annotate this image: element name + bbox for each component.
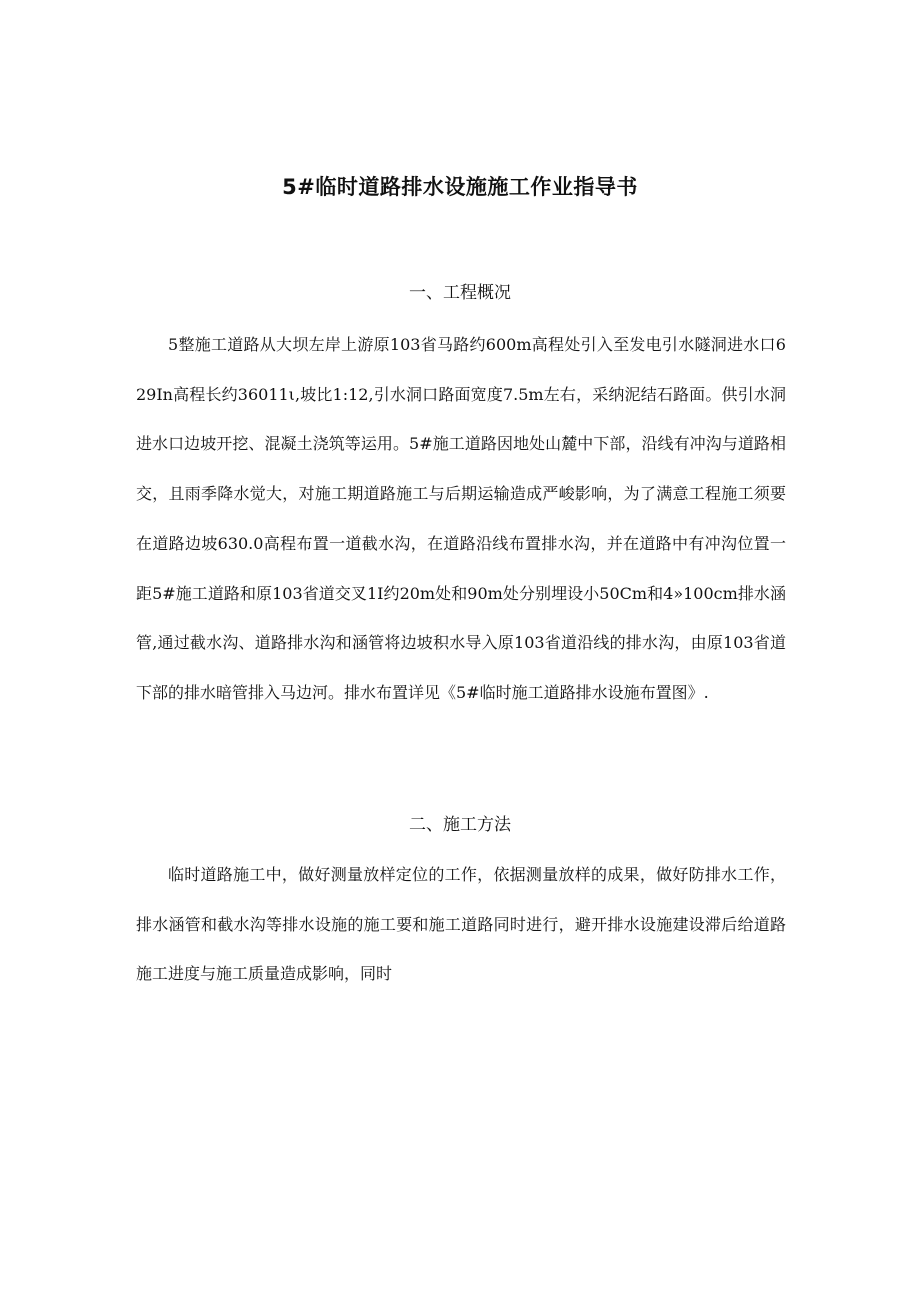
section-paragraph-method: 临时道路施工中，做好测量放样定位的工作，依据测量放样的成果，做好防排水工作，排水涵管和截水沟等排水设施的施工要和施工道路同时进行，避开排水设施建设滞后给道路施工进度与施工质量造成影响，同时	[136, 865, 786, 984]
section-heading-overview: 一、工程概况	[409, 283, 511, 303]
section-paragraph-overview: 5整施工道路从大坝左岸上游原103省马路约600m高程处引入至发电引水隧洞进水口629In高程长约36011ι,坡比1:12,引水洞口路面宽度7.5m左右，采纳泥结石路面。供引水洞进水口边坡开挖、混凝土浇筑等运用。5#施工道路因地处山麓中下部，沿线有冲沟与道路相交，且雨季降水觉大，对施工期道路施工与后期运输造成严峻影响，为了满意工程施工须要在道路边坡630.0高程布置一道截水沟，在道路沿线布置排水沟，并在道路中有冲沟位置一距5#施工道路和原103省道交叉1I约20m处和90m处分别埋设小50Cm和4»100cm排水涵管,通过截水沟、道路排水沟和涵管将边坡积水导入原103省道沿线的排水沟，由原103省道下部的排水暗管排入马边河。排水布置详见《5#临时施工道路排水设施布置图》.	[136, 335, 786, 702]
document-title: 5#临时道路排水设施施工作业指导书	[282, 175, 638, 199]
section-heading-method: 二、施工方法	[409, 815, 511, 835]
